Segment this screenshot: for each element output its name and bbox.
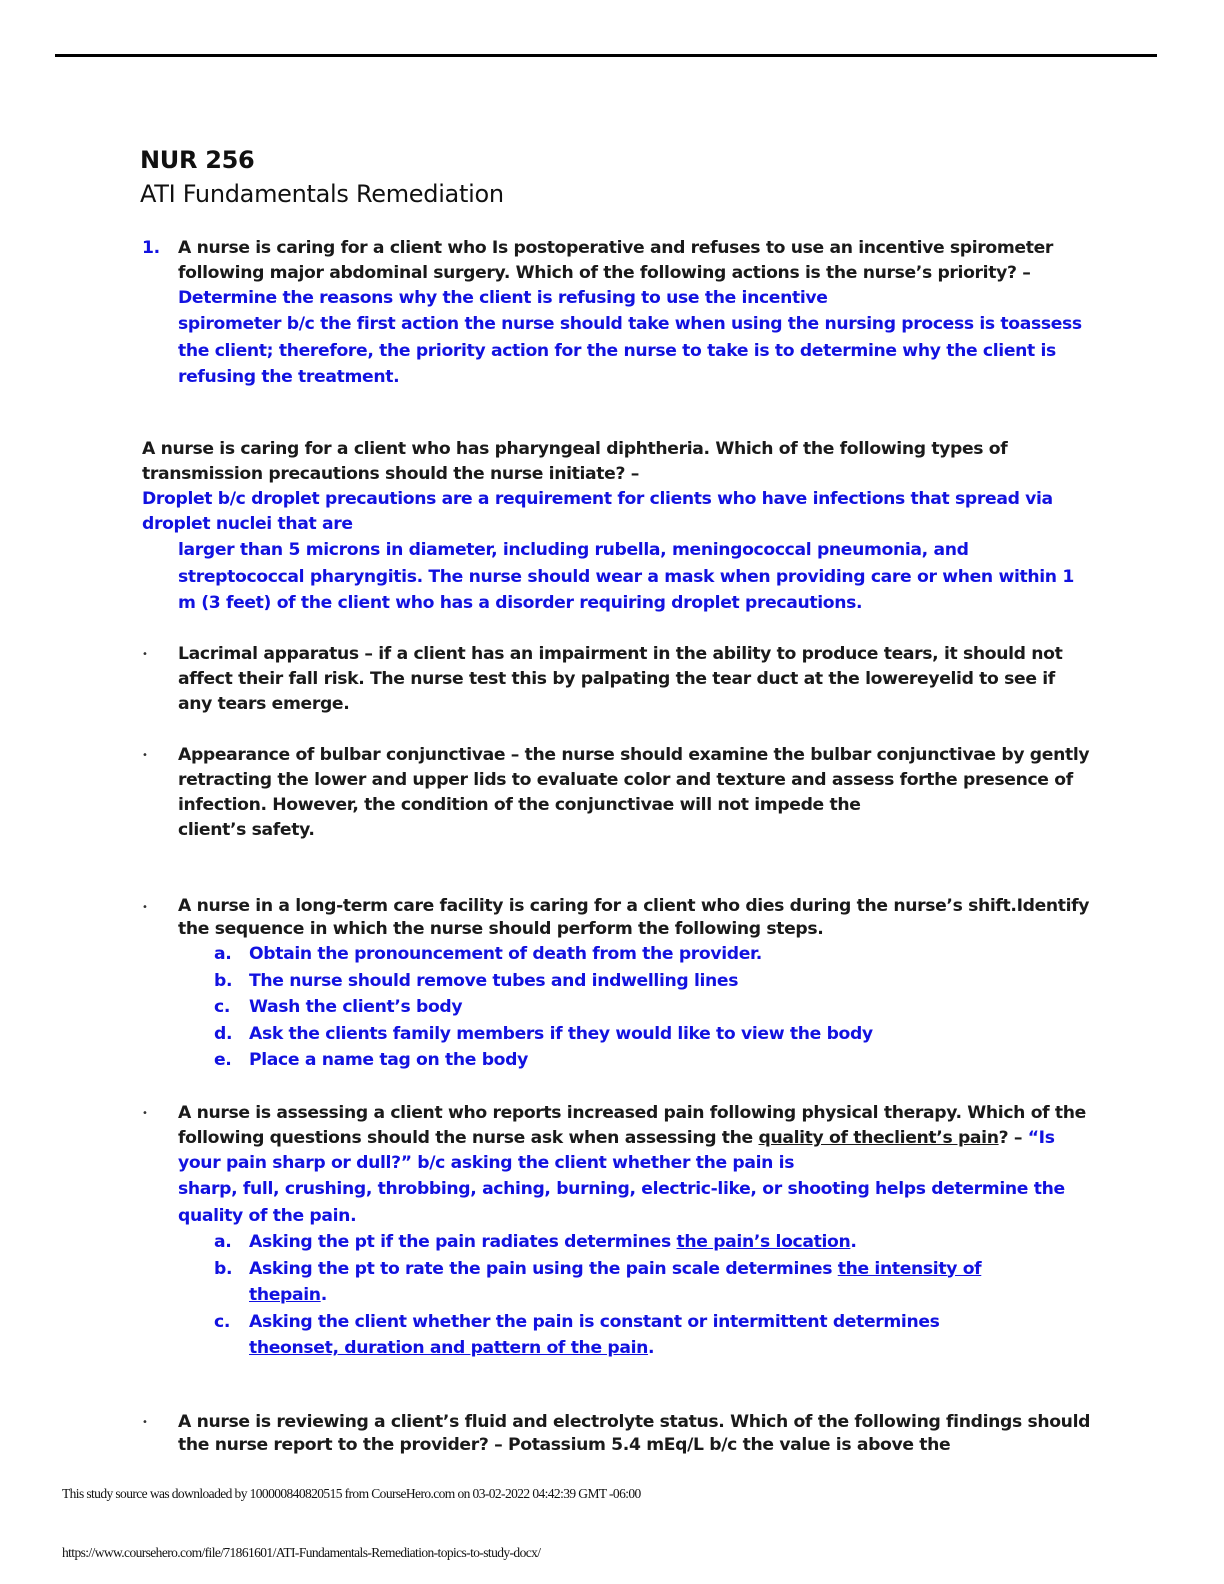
course-code: NUR 256 <box>140 146 255 174</box>
bullet-text: Lacrimal apparatus – if a client has an impairment in the ability to produce tears, it should not affect their fall risk. The nurse test this by palpating the tear duct at the lowereyelid to see if any tears emerge. <box>178 644 1063 714</box>
bullet-text: A nurse is reviewing a client’s fluid and electrolyte status. Which of the following findings should the nurse report to the provider? – Potassium 5.4 mEq/L b/c the value is above the <box>178 1412 1091 1455</box>
question-death-sequence <box>142 895 1092 1074</box>
question-1 <box>142 236 1092 391</box>
question-emphasis: quality of theclient’s pain <box>758 1128 999 1148</box>
download-notice: This study source was downloaded by 100000840820515 from CourseHero.com on 03-02-2022 04:42:39 GMT -06:00 <box>62 1486 641 1501</box>
bullet-text-cont: client’s safety. <box>178 820 315 840</box>
answer-text: “Is your pain sharp or dull?” b/c asking the client whether the pain is <box>178 1128 1055 1173</box>
sequence-step: d. Ask the clients family members if they would like to view the body <box>214 1023 873 1044</box>
answer-rationale: sharp, full, crushing, throbbing, aching, burning, electric-like, or shooting helps determine the quality of the pain. <box>178 1179 1065 1226</box>
sequence-step: c. Wash the client’s body <box>214 997 463 1017</box>
sequence-step: a. Obtain the pronouncement of death from the provider. <box>214 944 762 964</box>
pain-item: a. Asking the pt if the pain radiates determines the pain’s location. <box>214 1232 857 1252</box>
question-text: A nurse is caring for a client who has pharyngeal diphtheria. Which of the following types of transmission precautions should the nurse initiate? – <box>142 439 1008 484</box>
sequence-step: b. The nurse should remove tubes and indwelling lines <box>214 970 739 991</box>
bullet-icon: • <box>142 1108 148 1119</box>
bullet-icon: • <box>142 750 148 761</box>
bullet-icon: • <box>142 1417 148 1428</box>
bullet-fluid-electrolyte <box>142 1411 1092 1457</box>
document-title: ATI Fundamentals Remediation <box>140 180 504 208</box>
bullet-icon: • <box>142 649 148 660</box>
sequence-step: e. Place a name tag on the body <box>214 1050 528 1070</box>
pain-item: b. Asking the pt to rate the pain using the pain scale determines the intensity of thepain. <box>214 1258 982 1305</box>
source-url[interactable]: https://www.coursehero.com/file/71861601/ATI-Fundamentals-Remediation-topics-to-study-docx/ <box>62 1545 541 1560</box>
question-pain-quality: • A nurse is assessing a client who reports increased pain following physical therapy. Which of the following questions should the nurse ask when assessing the quality of theclient’s pain? – “Is your pain sharp or dull?” b/c asking the client whether the pain is sharp, full, crushing, throbbing, aching, burning, electric-like, or shooting helps determine the quality of the pain. a. Asking the pt if the pain radiates determines the pain’s location. b. Asking the pt to rate the pain using the pain scale determines the intensity of thepain. c. Asking the client whether the pain is constant or intermittent determines theonset, duration and pattern of the pain. <box>142 1101 1092 1362</box>
question-text: A nurse is assessing a client who reports increased pain following physical therapy. Which of the following questions should the nurse ask when assessing the <box>178 1103 1086 1148</box>
answer-rationale: spirometer b/c the first action the nurse should take when using the nursing process is toassess the client; therefore, the priority action for the nurse to take is to determine why the client is refusing the treatment. <box>178 314 1082 387</box>
pain-item: c. Asking the client whether the pain is constant or intermittent determines theonset, duration and pattern of the pain. <box>214 1311 940 1358</box>
header-rule <box>55 54 1157 57</box>
question-text: A nurse in a long-term care facility is caring for a client who dies during the nurse’s shift.Identify the sequence in which the nurse should perform the following steps. <box>178 896 1090 939</box>
answer-rationale: larger than 5 microns in diameter, including rubella, meningococcal pneumonia, and streptococcal pharyngitis. The nurse should wear a mask when providing care or when within 1 m (3 feet) of the client who has a disorder requiring droplet precautions. <box>178 540 1074 613</box>
question-text: A nurse is caring for a client who Is postoperative and refuses to use an incentive spirometer following major abdominal surgery. Which of the following actions is the nurse’s priority? – <box>178 238 1054 283</box>
bullet-text: Appearance of bulbar conjunctivae – the nurse should examine the bulbar conjunctivae by gently retracting the lower and upper lids to evaluate color and texture and assess forthe presence of infection. However, the condition of the conjunctivae will not impede the <box>178 745 1090 815</box>
answer-text: Droplet b/c droplet precautions are a requirement for clients who have infections that spread via droplet nuclei that are <box>142 489 1053 534</box>
question-number: 1. <box>142 238 160 258</box>
question-diphtheria <box>142 437 1092 617</box>
bullet-bulbar <box>142 743 1092 843</box>
answer-text: Determine the reasons why the client is refusing to use the incentive <box>178 288 828 308</box>
bullet-lacrimal <box>142 642 1092 717</box>
bullet-icon: • <box>142 902 148 913</box>
